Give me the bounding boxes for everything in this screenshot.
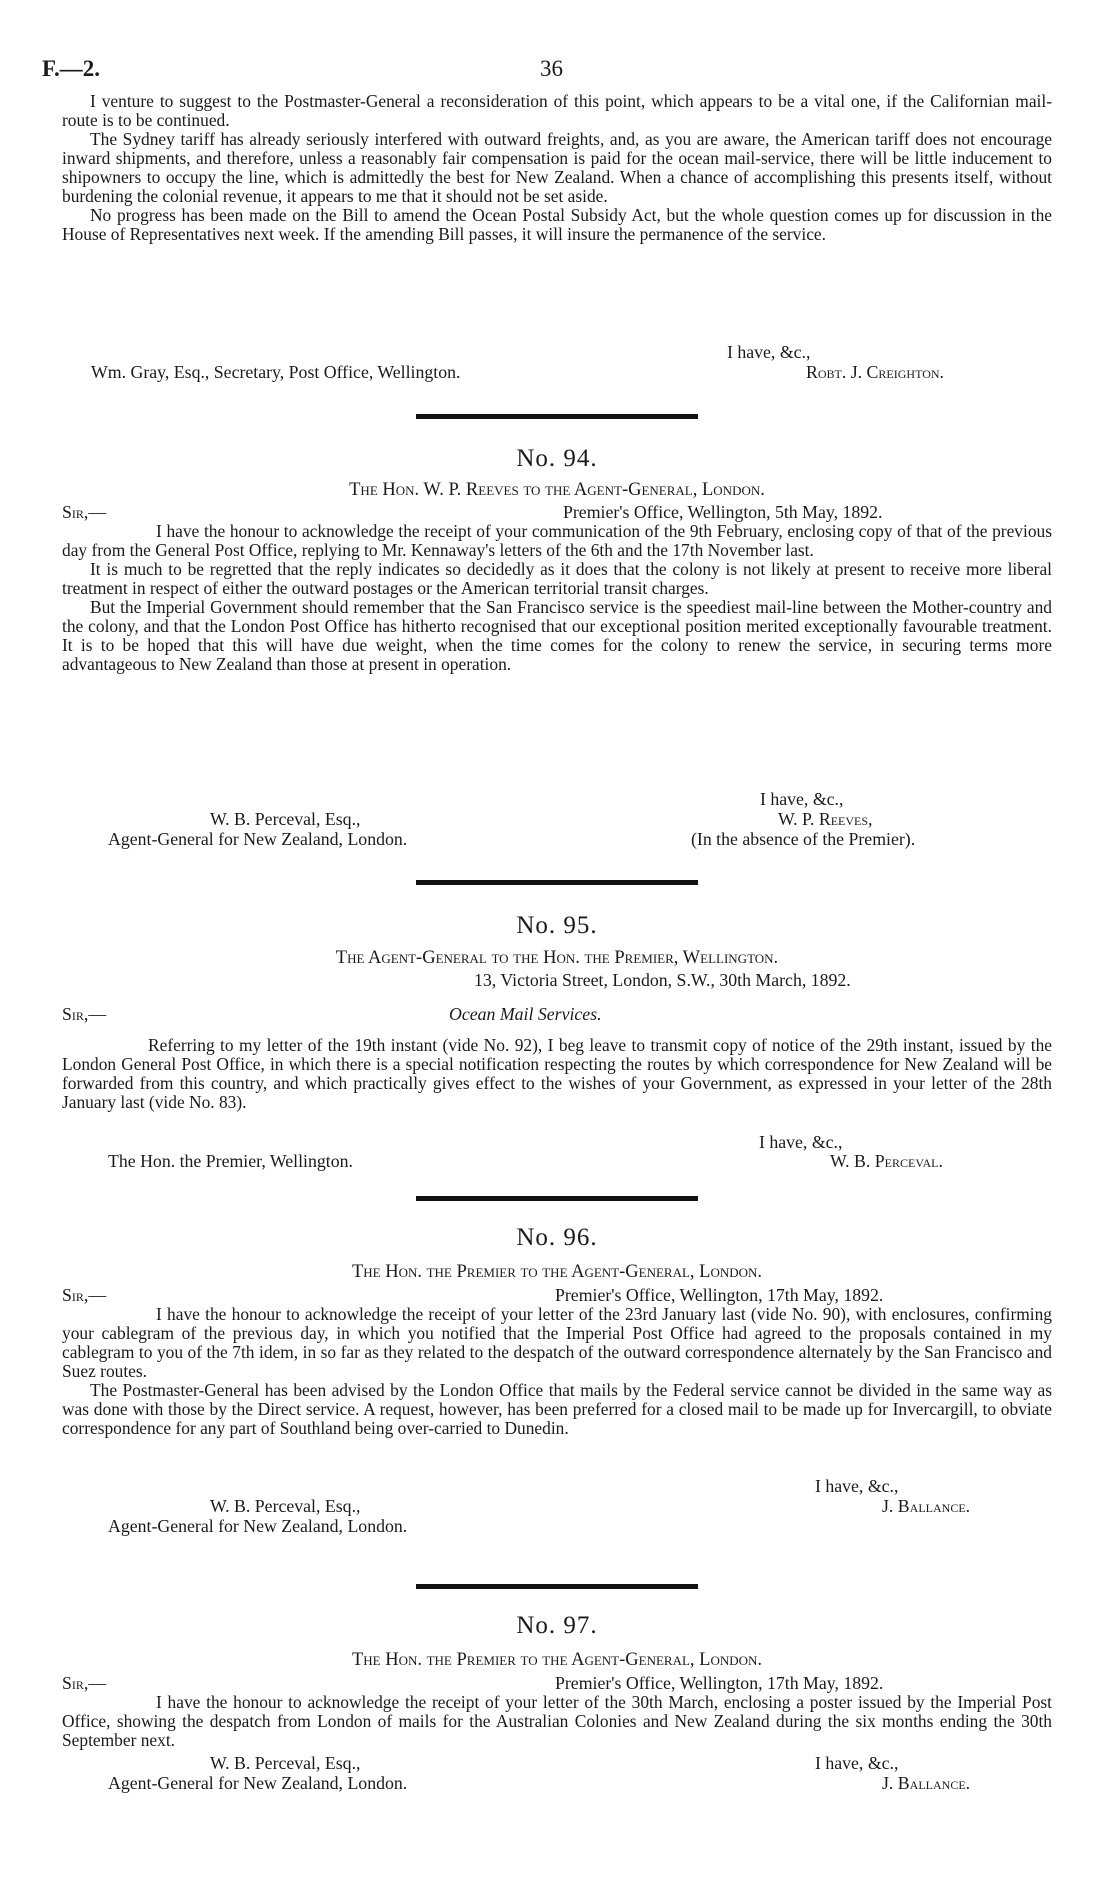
letter-97-place-date: Premier's Office, Wellington, 17th May, 1892. [555, 1673, 884, 1693]
intro-paragraph: No progress has been made on the Bill to amend the Ocean Postal Subsidy Act, but the whole question comes up for discussion in the House of Representatives next week. If the amending Bill passes, it will insure the permanence of the service. [62, 205, 1052, 244]
letter-96-place-date: Premier's Office, Wellington, 17th May, 1892. [555, 1285, 884, 1305]
letter-97-paragraph: I have the honour to acknowledge the receipt of your letter of the 30th March, enclosing a poster issued by the Imperial Post Office, showing the despatch from London of mails for the Australian Colonies and New Zealand during the six months ending the 30th September next. [62, 1692, 1052, 1750]
letter-95-closing: I have, &c., [759, 1132, 843, 1152]
letter-95-paragraph: Referring to my letter of the 19th instant (vide No. 92), I beg leave to transmit copy of notice of the 29th instant, issued by the London General Post Office, in which there is a special notification respecting the routes by which correspondence for New Zealand will be forwarded from this country, and which practically gives effect to the wishes of your Government, as expressed in your letter of the 28th January last (vide No. 83). [62, 1035, 1052, 1112]
letter-94-place-date: Premier's Office, Wellington, 5th May, 1892. [563, 502, 883, 522]
intro-closing: I have, &c., [727, 342, 811, 362]
letter-96-paragraph: The Postmaster-General has been advised by the London Office that mails by the Federal service cannot be divided in the same way as was done with those by the Direct service. A request, however, has been preferred for a closed mail to be made up for Invercargill, to obviate correspondence for any part of Southland being over-carried to Dunedin. [62, 1380, 1052, 1438]
letter-94-paragraph: I have the honour to acknowledge the receipt of your communication of the 9th February, enclosing copy of that of the previous day from the General Post Office, replying to Mr. Kennaway's letters of the 6th and the 17th November last. [62, 521, 1052, 560]
letter-96-heading: The Hon. the Premier to the Agent-General, London. [351, 1262, 763, 1282]
letter-97-signature: J. Ballance. [882, 1773, 971, 1793]
section-divider [416, 1584, 698, 1589]
letter-97-closing: I have, &c., [815, 1753, 899, 1773]
letter-97-body [62, 1693, 1052, 1750]
intro-section [62, 92, 1052, 244]
letter-96-addressee-name: W. B. Perceval, Esq., [210, 1496, 361, 1516]
section-divider [416, 1196, 698, 1201]
letter-97-salutation: Sir,— [62, 1673, 107, 1693]
intro-paragraph: I venture to suggest to the Postmaster-General a reconsideration of this point, which appears to be a vital one, if the Californian mail-route is to be continued. [62, 91, 1052, 130]
letter-96-number: No. 96. [516, 1224, 598, 1251]
letter-94-addressee-name: W. B. Perceval, Esq., [210, 809, 361, 829]
letter-95-number: No. 95. [516, 912, 598, 939]
letter-95-addressee: The Hon. the Premier, Wellington. [108, 1151, 353, 1171]
letter-95-signature: W. B. Perceval. [830, 1151, 943, 1171]
letter-94-number: No. 94. [516, 445, 598, 472]
letter-94-paragraph: It is much to be regretted that the reply indicates so decidedly as it does that the colony is not likely at present to receive more liberal treatment in respect of either the outward postages or the American territorial transit charges. [62, 559, 1052, 598]
letter-96-body [62, 1305, 1052, 1438]
letter-94-salutation: Sir,— [62, 502, 107, 522]
letter-97-addressee-name: W. B. Perceval, Esq., [210, 1753, 361, 1773]
letter-96-paragraph: I have the honour to acknowledge the receipt of your letter of the 23rd January last (vide No. 90), with enclosures, confirming your cablegram of the previous day, in which you notified that the Imperial Post Office had agreed to the proposals contained in my cablegram to you of the 7th idem, in so far as they related to the despatch of the outward correspondence alternately by the San Francisco and Suez routes. [62, 1304, 1052, 1381]
letter-97-number: No. 97. [516, 1612, 598, 1639]
letter-95-place-date: 13, Victoria Street, London, S.W., 30th March, 1892. [474, 970, 851, 990]
letter-97-addressee-title: Agent-General for New Zealand, London. [108, 1773, 408, 1793]
letter-95-subject: Ocean Mail Services. [449, 1004, 602, 1024]
document-id: F.—2. [42, 56, 100, 81]
letter-94-signature-note: (In the absence of the Premier). [691, 829, 916, 849]
intro-paragraph: The Sydney tariff has already seriously interfered with outward freights, and, as you are aware, the American tariff does not encourage inward shipments, and therefore, unless a reasonably fair compensation is paid for the ocean mail-service, there will be little inducement to shipowners to occupy the line, which is admittedly the best for New Zealand. When a chance of accomplishing this presents itself, without burdening the colonial revenue, it appears to me that it should not be set aside. [62, 129, 1052, 206]
page-number: 36 [540, 56, 563, 81]
letter-94-heading: The Hon. W. P. Reeves to the Agent-General, London. [349, 480, 765, 500]
letter-94-body [62, 522, 1052, 674]
section-divider [416, 880, 698, 885]
letter-96-signature: J. Ballance. [882, 1496, 971, 1516]
letter-94-paragraph: But the Imperial Government should remember that the San Francisco service is the speediest mail-line between the Mother-country and the colony, and that the London Post Office has hitherto recognised that our exceptional position merited exceptionally favourable treatment. It is to be hoped that this will have due weight, when the time comes for the colony to renew the service, in securing terms more advantageous to New Zealand than those at present in operation. [62, 597, 1052, 674]
letter-96-salutation: Sir,— [62, 1285, 107, 1305]
letter-95-heading: The Agent-General to the Hon. the Premier, Wellington. [335, 948, 779, 968]
letter-95-body [62, 1036, 1052, 1112]
intro-signature: Robt. J. Creighton. [806, 362, 944, 382]
intro-addressee: Wm. Gray, Esq., Secretary, Post Office, Wellington. [91, 362, 461, 382]
letter-96-closing: I have, &c., [815, 1476, 899, 1496]
letter-96-addressee-title: Agent-General for New Zealand, London. [108, 1516, 408, 1536]
letter-94-addressee-title: Agent-General for New Zealand, London. [108, 829, 408, 849]
letter-94-closing: I have, &c., [760, 789, 844, 809]
letter-94-signature: W. P. Reeves, [778, 809, 873, 829]
letter-97-heading: The Hon. the Premier to the Agent-General, London. [351, 1650, 763, 1670]
letter-95-salutation: Sir,— [62, 1004, 107, 1024]
section-divider [416, 414, 698, 419]
